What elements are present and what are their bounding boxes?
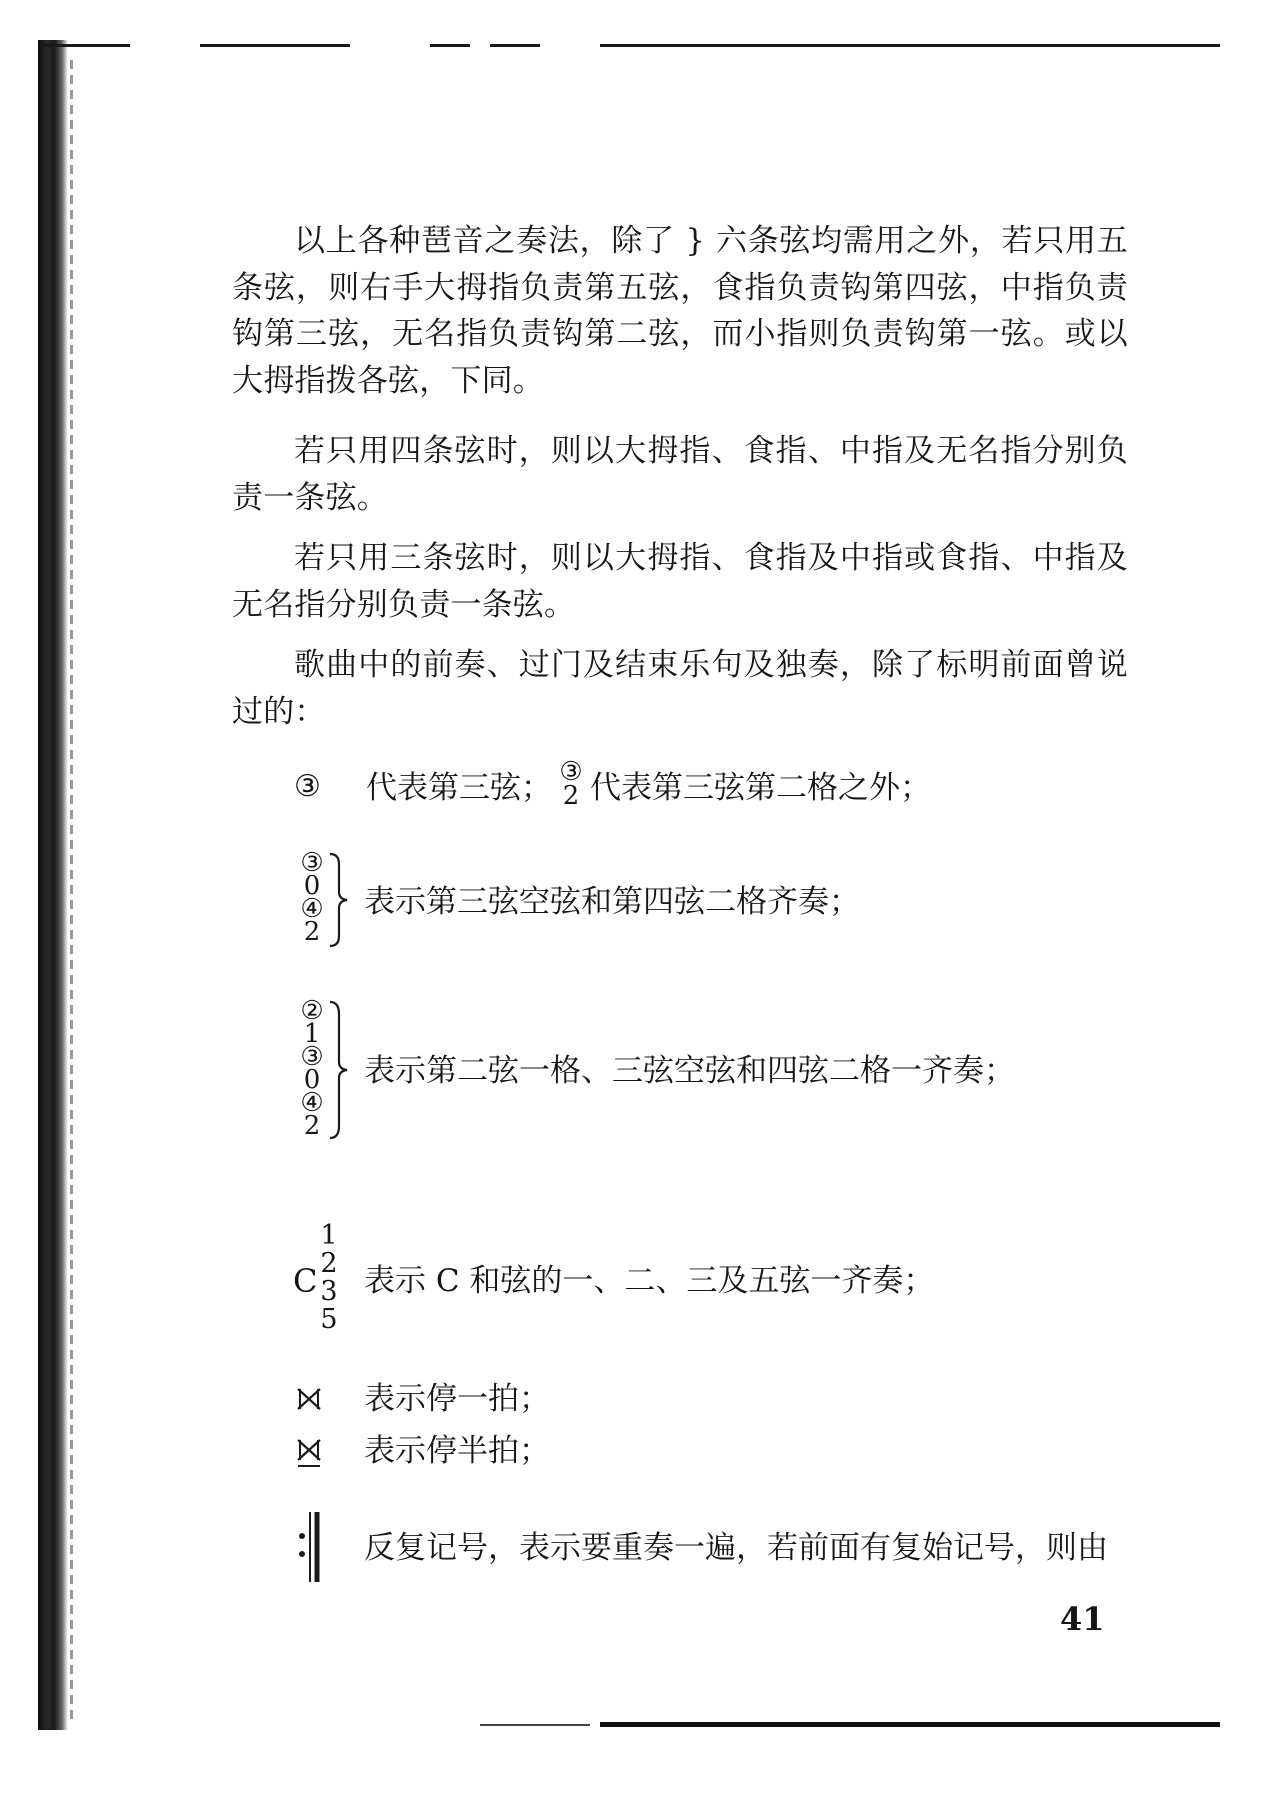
inline-string-symbol: ③ bbox=[559, 757, 583, 787]
notation-5-desc: 表示停一拍； bbox=[364, 1381, 550, 1417]
notation-2-stack bbox=[297, 848, 327, 947]
notation-3-desc: 表示第二弦一格、三弦空弦和四弦二格一齐奏； bbox=[364, 1053, 1015, 1089]
repeat-sign-icon bbox=[297, 1510, 323, 1584]
paragraph-2: 若只用四条弦时，则以大拇指、食指、中指及无名指分别负责一条弦。 bbox=[232, 433, 1128, 516]
page-edge bbox=[70, 60, 73, 1720]
stack-item: 2 bbox=[303, 1111, 321, 1141]
notation-6-desc: 表示停半拍； bbox=[364, 1433, 550, 1469]
bottom-rule-short bbox=[480, 1724, 590, 1726]
stack-item: ② bbox=[300, 996, 324, 1026]
stack-item: 1 bbox=[320, 1220, 338, 1251]
stack-item: 0 bbox=[303, 871, 321, 901]
stack-item: 2 bbox=[303, 917, 321, 947]
bottom-rule bbox=[600, 1722, 1220, 1727]
stack-item: 5 bbox=[320, 1304, 338, 1335]
stack-item: 3 bbox=[320, 1276, 338, 1307]
brace-icon bbox=[327, 852, 353, 948]
brace-icon bbox=[327, 1000, 353, 1140]
top-rule-3 bbox=[430, 44, 470, 47]
stack-item: 2 bbox=[320, 1248, 338, 1279]
book-spine-shadow bbox=[38, 40, 68, 1730]
page-number: 41 bbox=[1060, 1600, 1105, 1638]
notation-1-desc-b: 代表第三弦第二格之外； bbox=[590, 770, 931, 806]
notation-7-desc: 反复记号，表示要重奏一遍，若前面有复始记号，则由 bbox=[364, 1530, 1108, 1566]
stack-item: 0 bbox=[303, 1065, 321, 1095]
top-rule-4 bbox=[490, 44, 540, 47]
paragraph-1: 以上各种琶音之奏法，除了 } 六条弦均需用之外，若只用五条弦，则右手大拇指负责第五弦，食指负责钩第四弦，中指负责钩第三弦，无名指负责钩第二弦，而小指则负责钩第一弦。或以大拇指拨各弦，下同。 bbox=[232, 223, 1128, 399]
notation-1-desc-a: 代表第三弦； bbox=[366, 770, 552, 806]
chord-letter: C bbox=[293, 1262, 318, 1300]
paragraph-3: 若只用三条弦时，则以大拇指、食指及中指或食指、中指及无名指分别负责一条弦。 bbox=[232, 540, 1128, 623]
notation-2-desc: 表示第三弦空弦和第四弦二格齐奏； bbox=[364, 884, 860, 920]
stack-item: 1 bbox=[303, 1019, 321, 1049]
notation-3-stack bbox=[297, 996, 327, 1141]
rest-half-icon bbox=[294, 1435, 324, 1469]
inline-fret-number: 2 bbox=[562, 781, 580, 811]
notation-4-desc: 表示 C 和弦的一、二、三及五弦一齐奏； bbox=[364, 1263, 935, 1299]
string-3-symbol: ③ bbox=[294, 769, 321, 804]
notation-4-stack bbox=[314, 1222, 344, 1334]
stack-item: ③ bbox=[300, 1042, 324, 1072]
top-rule-2 bbox=[200, 44, 350, 47]
top-rule-1 bbox=[40, 44, 130, 47]
rest-full-icon bbox=[294, 1384, 324, 1414]
string-fret-inline bbox=[556, 757, 586, 811]
stack-item: ③ bbox=[300, 848, 324, 878]
stack-item: ④ bbox=[300, 1088, 324, 1118]
paragraph-4: 歌曲中的前奏、过门及结束乐句及独奏，除了标明前面曾说过的： bbox=[232, 647, 1128, 730]
top-rule-5 bbox=[600, 44, 1220, 47]
stack-item: ④ bbox=[300, 894, 324, 924]
